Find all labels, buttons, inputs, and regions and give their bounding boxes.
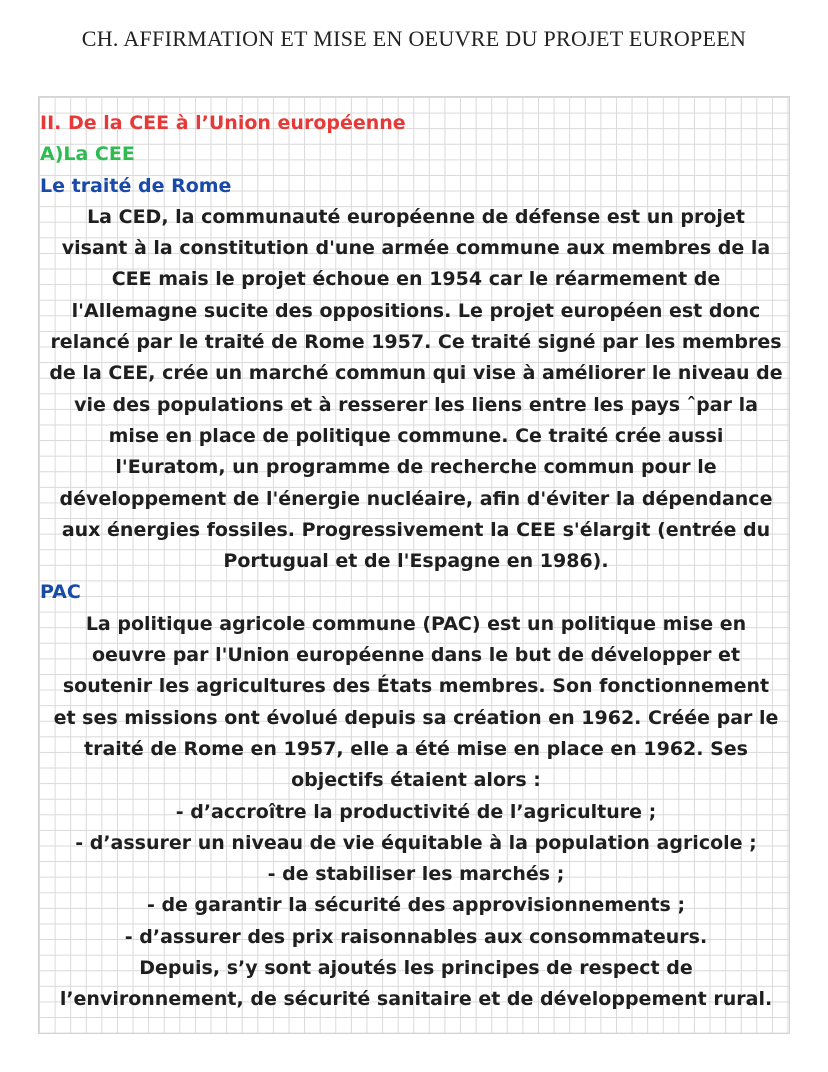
paragraph-line: mise en place de politique commune. Ce traité crée aussi (108, 424, 724, 447)
paragraph-line: vie des populations et à resserer les liens entre les pays ˆpar la (74, 393, 758, 416)
paragraph-line: CEE mais le projet échoue en 1954 car le réarmement de (111, 268, 721, 291)
paragraph-line: La CED, la communauté européenne de défense est un projet (87, 205, 745, 228)
objective-item: - d’assurer un niveau de vie équitable à la population agricole ; (75, 831, 757, 854)
objective-item: - de garantir la sécurité des approvisionnements ; (146, 894, 686, 917)
traite-rome-paragraph (40, 202, 792, 578)
objective-item: - de stabiliser les marchés ; (267, 863, 565, 886)
traite-rome-heading: Le traité de Rome (40, 174, 232, 197)
paragraph-line: l'Euratom, un programme de recherche commun pour le (115, 456, 717, 479)
pac-heading: PAC (40, 581, 81, 604)
paragraph-line: objectifs étaient alors : (291, 769, 541, 792)
section-heading: II. De la CEE à l’Union européenne (40, 112, 406, 134)
paragraph-line: visant à la constitution d'une armée commune aux membres de la (61, 237, 771, 260)
paragraph-line: soutenir les agricultures des États membres. Son fonctionnement (62, 675, 770, 698)
paragraph-line: Depuis, s’y sont ajoutés les principes de respect de (139, 957, 693, 980)
paragraph-line: La politique agricole commune (PAC) est un politique mise en (85, 612, 747, 635)
paragraph-line: l’environnement, de sécurité sanitaire et de développement rural. (59, 988, 773, 1011)
page-title: CH. AFFIRMATION ET MISE EN OEUVRE DU PROJET EUROPEEN (81, 26, 747, 51)
subsection-heading: A)La CEE (40, 143, 135, 166)
paragraph-line: Portugual et de l'Espagne en 1986). (223, 550, 609, 573)
objective-item: - d’assurer des prix raisonnables aux consommateurs. (124, 925, 708, 948)
paragraph-line: traité de Rome en 1957, elle a été mise en place en 1962. Ses (84, 737, 748, 760)
paragraph-line: relancé par le traité de Rome 1957. Ce traité signé par les membres (50, 331, 782, 354)
paragraph-line: de la CEE, crée un marché commun qui vise à améliorer le niveau de (49, 362, 783, 385)
objective-item: - d’accroître la productivité de l’agriculture ; (175, 800, 657, 823)
paragraph-line: oeuvre par l'Union européenne dans le but de développer et (91, 644, 741, 667)
document-content (40, 108, 792, 1016)
paragraph-line: et ses missions ont évolué depuis sa création en 1962. Créée par le (53, 706, 779, 729)
pac-paragraph (40, 609, 792, 1016)
paragraph-line: aux énergies fossiles. Progressivement la CEE s'élargit (entrée du (61, 518, 771, 541)
paragraph-line: développement de l'énergie nucléaire, afin d'éviter la dépendance (59, 487, 773, 510)
paragraph-line: l'Allemagne sucite des oppositions. Le projet européen est donc (71, 299, 761, 322)
